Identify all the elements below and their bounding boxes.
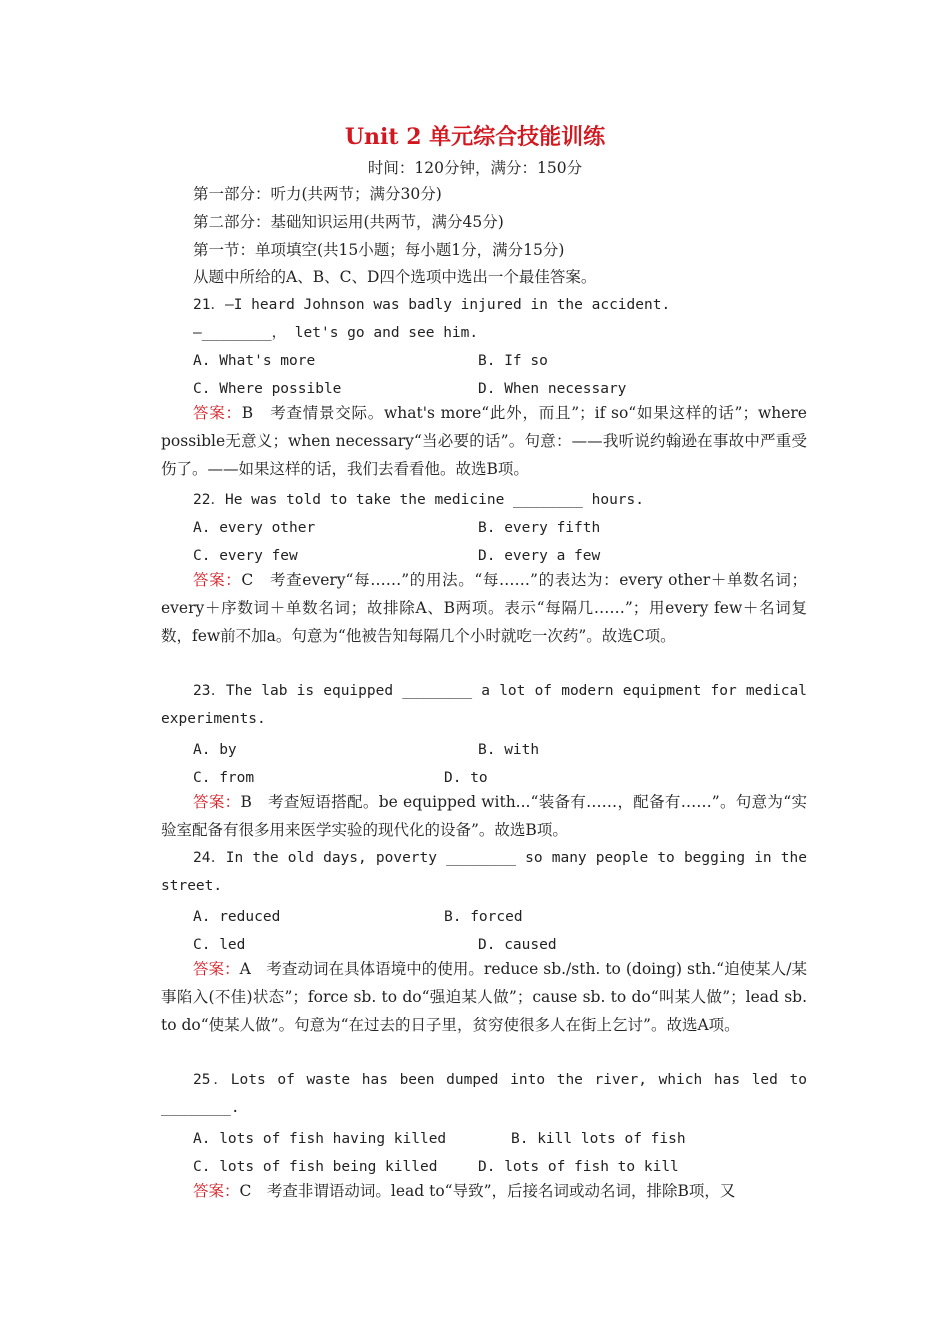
option-25-a: A. lots of fish having killed <box>193 1131 447 1147</box>
answer-label: 答案： <box>193 404 242 422</box>
option-23-a: A. by <box>193 742 237 758</box>
option-25-b: B. kill lots of fish <box>511 1131 686 1147</box>
answer-22 <box>161 567 807 650</box>
option-23-d: D. to <box>444 770 488 786</box>
question-25-stem: 25．Lots of waste has been dumped into the river, which has led to ________. <box>161 1072 807 1116</box>
option-21-a: A. What's more <box>193 353 316 369</box>
answer-label: 答案： <box>193 571 242 589</box>
option-22-c: C. every few <box>193 548 298 564</box>
section-heading-3: 第一节：单项填空(共15小题；每小题1分，满分15分) <box>193 241 565 259</box>
option-21-c: C. Where possible <box>193 381 342 397</box>
answer-22-text: C 考查every“每……”的用法。“每……”的表达为：every other＋单数名词；every＋序数词＋单数名词；故排除A、B两项。表示“每隔几……”；用every few＋名词复数，few前不加a。句意为“他被告知每隔几个小时就吃一次药”。故选C项。 <box>161 571 807 645</box>
option-24-c: C. led <box>193 937 246 953</box>
section-instruction: 从题中所给的A、B、C、D四个选项中选出一个最佳答案。 <box>193 268 597 286</box>
option-22-b: B. every fifth <box>478 520 601 536</box>
option-23-b: B. with <box>478 742 540 758</box>
question-24-stem: 24．In the old days, poverty ________ so many people to begging in the street. <box>161 850 807 894</box>
page-title: Unit 2 单元综合技能训练 <box>344 124 606 150</box>
option-24-d: D. caused <box>478 937 557 953</box>
option-22-a: A. every other <box>193 520 316 536</box>
answer-21 <box>161 400 807 483</box>
answer-label: 答案： <box>193 793 241 811</box>
option-24-b: B. forced <box>444 909 523 925</box>
option-21-b: B. If so <box>478 353 548 369</box>
option-21-d: D. When necessary <box>478 381 627 397</box>
answer-23 <box>161 789 807 845</box>
question-21-stem: 21．—I heard Johnson was badly injured in the accident. <box>193 297 671 313</box>
option-23-c: C. from <box>193 770 255 786</box>
option-22-d: D. every a few <box>478 548 601 564</box>
question-22-stem: 22．He was told to take the medicine ________ hours. <box>193 492 644 508</box>
question-21-reply: —________， let's go and see him. <box>193 325 479 341</box>
option-24-a: A. reduced <box>193 909 281 925</box>
option-25-d: D. lots of fish to kill <box>478 1159 679 1175</box>
section-heading-1: 第一部分：听力(共两节；满分30分) <box>193 185 442 203</box>
question-23-stem: 23．The lab is equipped ________ a lot of modern equipment for medical experiments. <box>161 683 807 727</box>
answer-24-text: A 考查动词在具体语境中的使用。reduce sb./sth. to (doing) sth.“迫使某人/某事陷入(不佳)状态”；force sb. to do“强迫某人做”；cause sb. to do“叫某人做”；lead sb. to do“使某人做”。句意为“在过去的日子里，贫穷使很多人在街上乞讨”。故选A项。 <box>161 960 807 1034</box>
section-heading-2: 第二部分：基础知识运用(共两节，满分45分) <box>193 213 504 231</box>
answer-23-text: B 考查短语搭配。be equipped with...“装备有……，配备有……”。句意为“实验室配备有很多用来医学实验的现代化的设备”。故选B项。 <box>161 793 807 839</box>
answer-24 <box>161 956 807 1039</box>
answer-label: 答案： <box>193 960 240 978</box>
answer-label: 答案： <box>193 1182 240 1200</box>
answer-25-text: C 考查非谓语动词。lead to“导致”，后接名词或动名词，排除B项，又 <box>239 1182 736 1200</box>
option-25-c: C. lots of fish being killed <box>193 1159 438 1175</box>
answer-21-text: B 考查情景交际。what's more“此外，而且”；if so“如果这样的话”；where possible无意义；when necessary“当必要的话”。句意：——我听说约翰逊在事故中严重受伤了。——如果这样的话，我们去看看他。故选B项。 <box>161 404 807 478</box>
answer-25 <box>161 1178 807 1206</box>
exam-info: 时间：120分钟，满分：150分 <box>367 159 583 177</box>
